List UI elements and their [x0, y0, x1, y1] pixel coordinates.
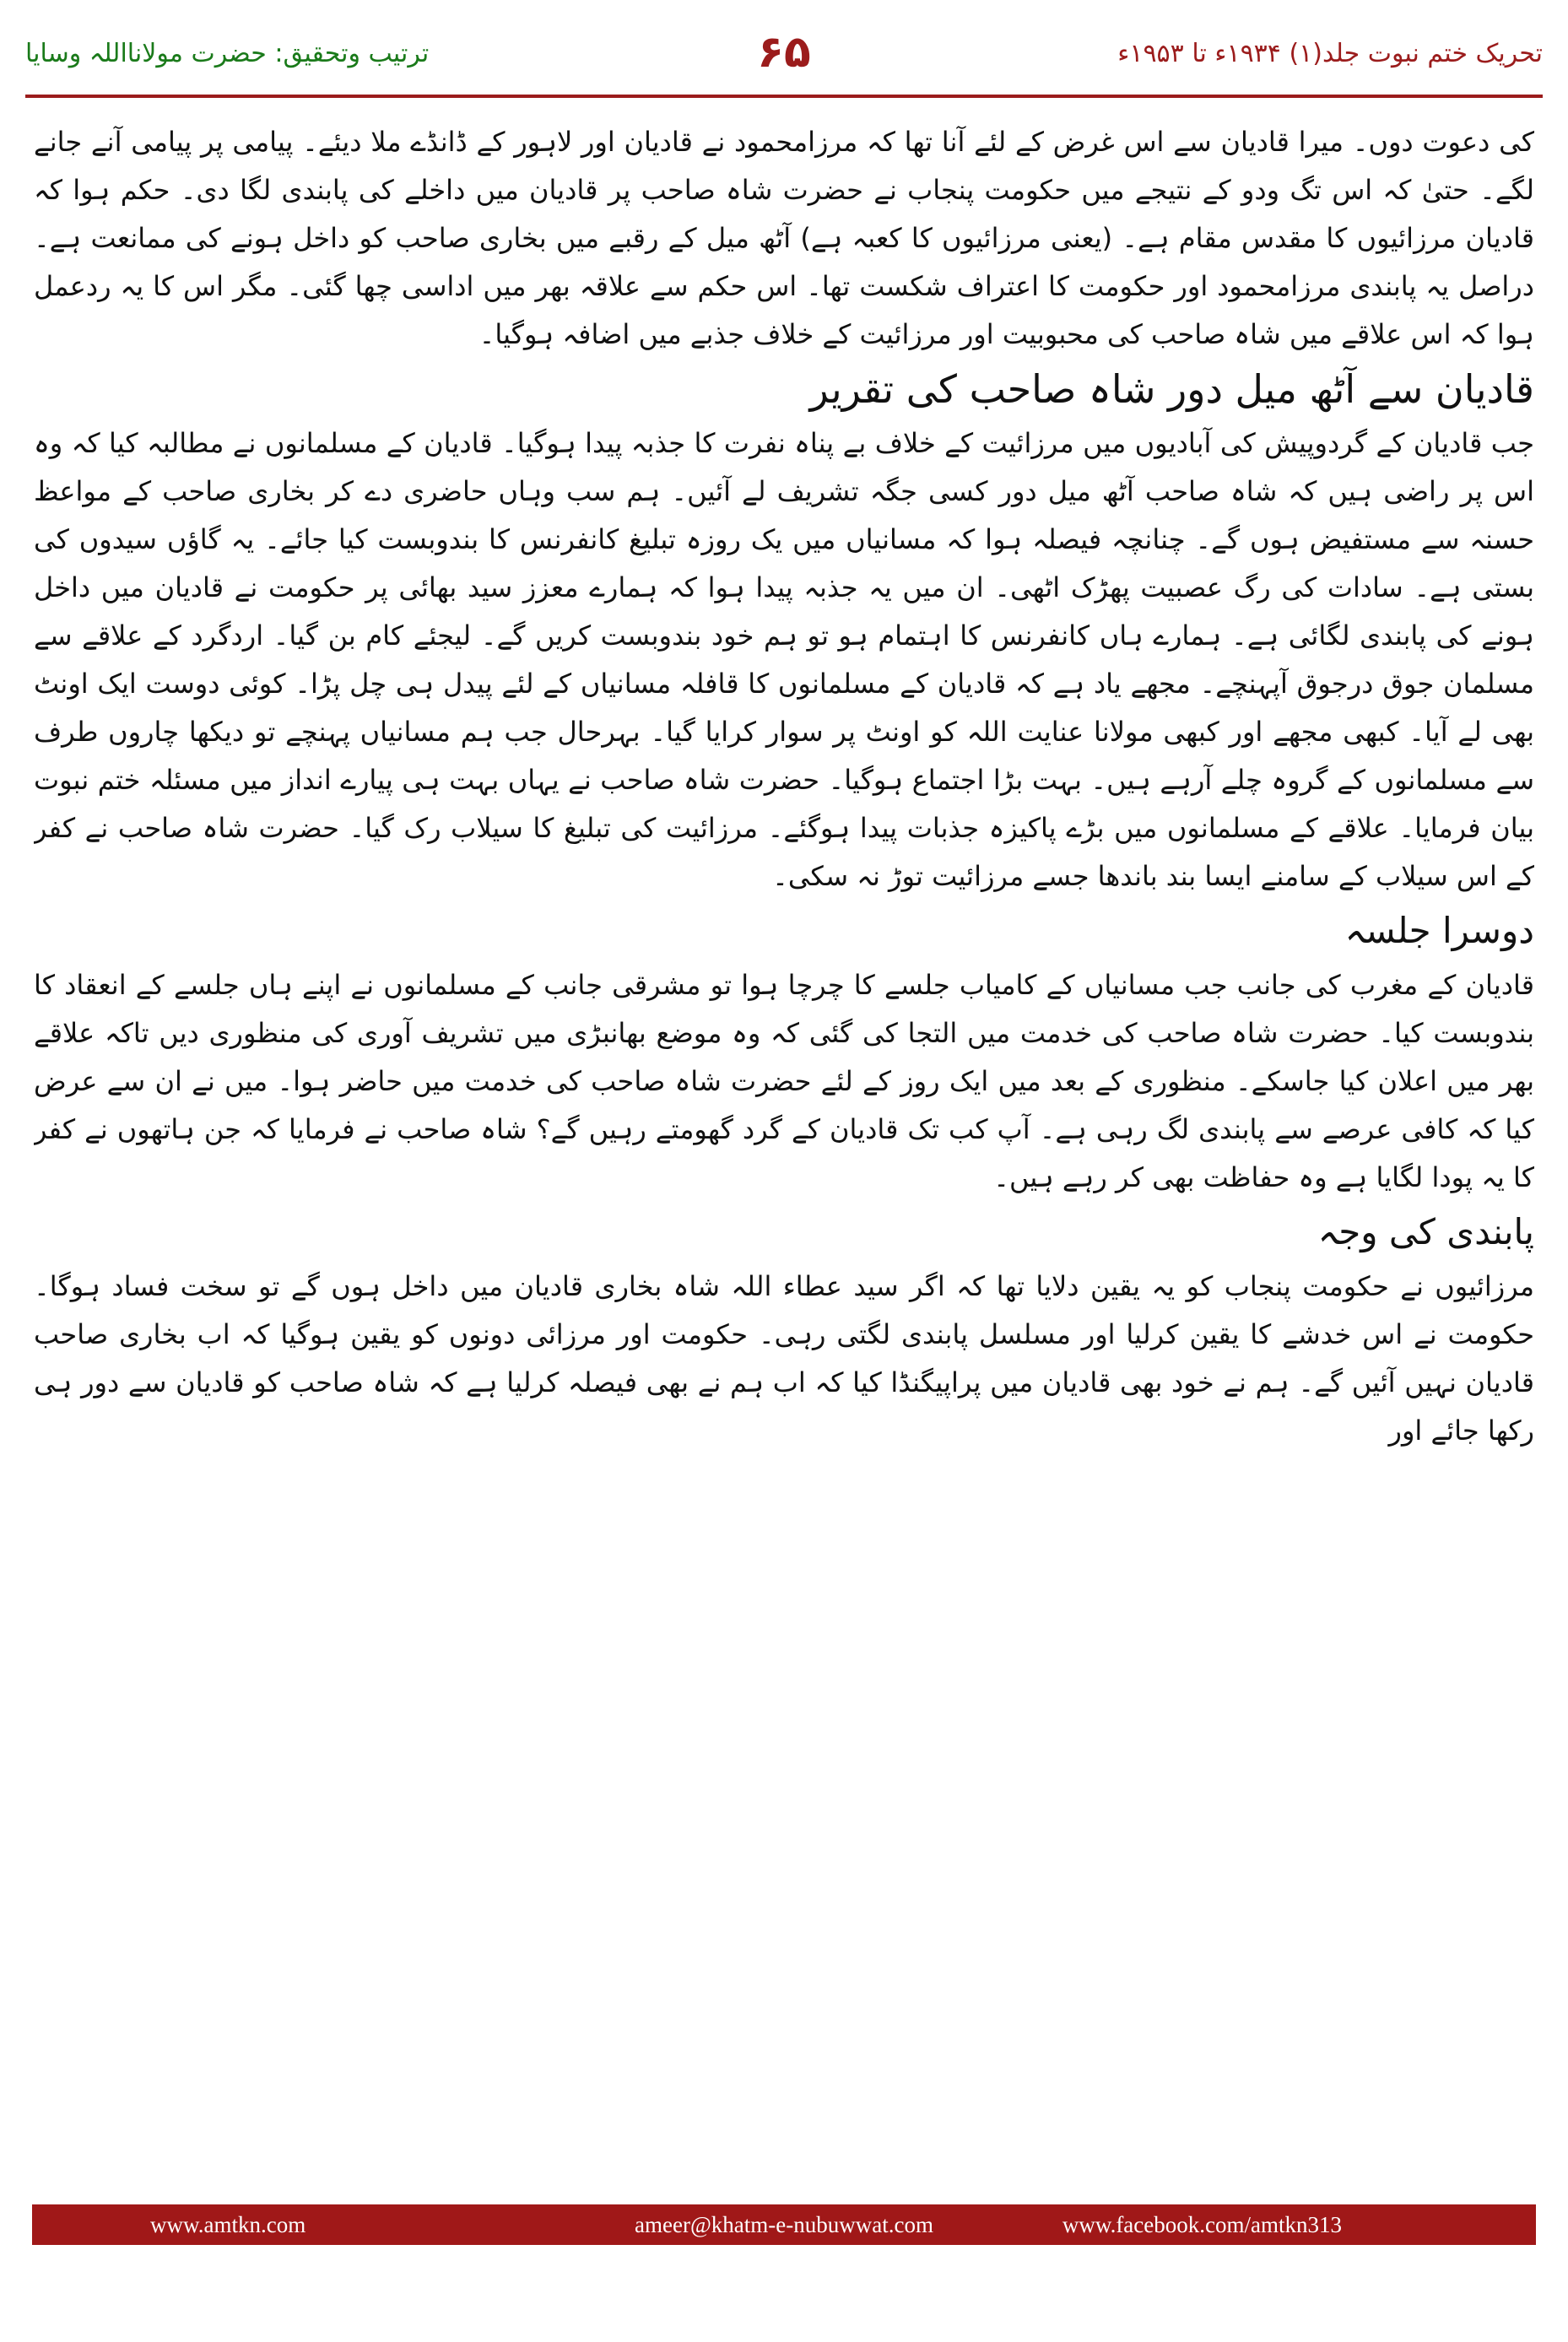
paragraph-1: کی دعوت دوں۔ میرا قادیان سے اس غرض کے لئے آنا تھا کہ مرزامحمود نے قادیان اور لاہور کے ڈانڈے ملا دیئے۔ پیامی پر پیامی آنے جانے لگے۔ حتیٰ کہ اس تگ ودو کے نتیجے میں حکومت پنجاب نے حضرت شاہ صاحب پر قادیان میں داخلے کی پابندی لگا دی۔ حکم ہوا کہ قادیان مرزائیوں کا مقدس مقام ہے۔ (یعنی مرزائیوں کا کعبہ ہے) آٹھ میل کے رقبے میں بخاری صاحب کو داخل ہونے کی ممانعت ہے۔ دراصل یہ پابندی مرزامحمود اور حکومت کا اعتراف شکست تھا۔ اس حکم سے علاقہ بھر میں اداسی چھا گئی۔ مگر اس کا یہ ردعمل ہوا کہ اس علاقے میں شاہ صاحب کی محبوبیت اور مرزائیت کے خلاف جذبے میں اضافہ ہوگیا۔: [34, 126, 1534, 350]
compiler-credit: ترتیب وتحقیق: حضرت مولانااللہ وسایا: [25, 39, 430, 68]
email-link[interactable]: ameer@khatm-e-nubuwwat.com: [635, 2212, 933, 2237]
header-divider: [25, 95, 1543, 98]
page-body: [34, 118, 1534, 2186]
section-heading-speech: قادیان سے آٹھ میل دور شاہ صاحب کی تقریر: [809, 366, 1534, 412]
paragraph-3: قادیان کے مغرب کی جانب جب مسانیاں کے کامیاب جلسے کا چرچا ہوا تو مشرقی جانب کے مسلمانوں نے اپنے ہاں جلسے کے انعقاد کا بندوبست کیا۔ حضرت شاہ صاحب کی خدمت میں التجا کی گئی کہ وہ موضع بھانبڑی میں تشریف آوری کی منظوری دیں تاکہ علاقے بھر میں اعلان کیا جاسکے۔ منظوری کے بعد میں ایک روز کے لئے حضرت شاہ صاحب کی خدمت میں حاضر ہوا۔ میں نے ان سے عرض کیا کہ کافی عرصے سے پابندی لگ رہی ہے۔ آپ کب تک قادیان کے گرد گھومتے رہیں گے؟ شاہ صاحب نے فرمایا کہ جن ہاتھوں نے کفر کا یہ پودا لگایا ہے وہ حفاظت بھی کر رہے ہیں۔: [34, 969, 1534, 1193]
book-title: تحریک ختم نبوت جلد(۱) ۱۹۳۴ء تا ۱۹۵۳ء: [1117, 39, 1543, 68]
page-number: ۶۵: [757, 27, 811, 78]
section-heading-second-meeting: دوسرا جلسہ: [1344, 910, 1534, 951]
facebook-link[interactable]: www.facebook.com/amtkn313: [1062, 2212, 1342, 2237]
paragraph-4: مرزائیوں نے حکومت پنجاب کو یہ یقین دلایا تھا کہ اگر سید عطاء اللہ شاہ بخاری قادیان میں داخل ہوں گے تو سخت فساد ہوگا۔ حکومت نے اس خدشے کا یقین کرلیا اور مسلسل پابندی لگتی رہی۔ حکومت اور مرزائی دونوں کو یقین ہوگیا کہ اب بخاری صاحب قادیان نہیں آئیں گے۔ ہم نے خود بھی قادیان میں پراپیگنڈا کیا کہ اب ہم نے بھی فیصلہ کرلیا ہے کہ شاہ صاحب کو قادیان سے دور ہی رکھا جائے اور: [34, 1270, 1534, 1447]
page-footer: [32, 2204, 1536, 2245]
section-heading-ban-reason: پابندی کی وجہ: [1317, 1211, 1534, 1252]
page-header: [25, 25, 1543, 84]
website-link[interactable]: www.amtkn.com: [150, 2212, 306, 2237]
paragraph-2: جب قادیان کے گردوپیش کی آبادیوں میں مرزائیت کے خلاف بے پناہ نفرت کا جذبہ پیدا ہوگیا۔ قادیان کے مسلمانوں نے مطالبہ کیا کہ وہ اس پر راضی ہیں کہ شاہ صاحب آٹھ میل دور کسی جگہ تشریف لے آئیں۔ ہم سب وہاں حاضری دے کر بخاری صاحب کے مواعظ حسنہ سے مستفیض ہوں گے۔ چنانچہ فیصلہ ہوا کہ مسانیاں میں یک روزہ تبلیغ کانفرنس کا بندوبست کیا جائے۔ یہ گاؤں سیدوں کی بستی ہے۔ سادات کی رگ عصبیت پھڑک اٹھی۔ ان میں یہ جذبہ پیدا ہوا کہ ہمارے معزز سید بھائی پر حکومت نے قادیان میں داخل ہونے کی پابندی لگائی ہے۔ ہمارے ہاں کانفرنس کا اہتمام ہو تو ہم خود بندوبست کریں گے۔ لیجئے کام بن گیا۔ اردگرد کے علاقے سے مسلمان جوق درجوق آپہنچے۔ مجھے یاد ہے کہ قادیان کے مسلمانوں کا قافلہ مسانیاں کے لئے پیدل ہی چل پڑا۔ کوئی دوست ایک اونٹ بھی لے آیا۔ کبھی مجھے اور کبھی مولانا عنایت اللہ کو اونٹ پر سوار کرایا گیا۔ بہرحال جب ہم مسانیاں پہنچے تو دیکھا چاروں طرف سے مسلمانوں کے گروہ چلے آرہے ہیں۔ بہت بڑا اجتماع ہوگیا۔ حضرت شاہ صاحب نے یہاں بہت ہی پیارے انداز میں مسئلہ ختم نبوت بیان فرمایا۔ علاقے کے مسلمانوں میں بڑے پاکیزہ جذبات پیدا ہوگئے۔ مرزائیت کی تبلیغ کا سیلاب رک گیا۔ حضرت شاہ صاحب نے کفر کے اس سیلاب کے سامنے ایسا بند باندھا جسے مرزائیت توڑ نہ سکی۔: [34, 427, 1534, 892]
